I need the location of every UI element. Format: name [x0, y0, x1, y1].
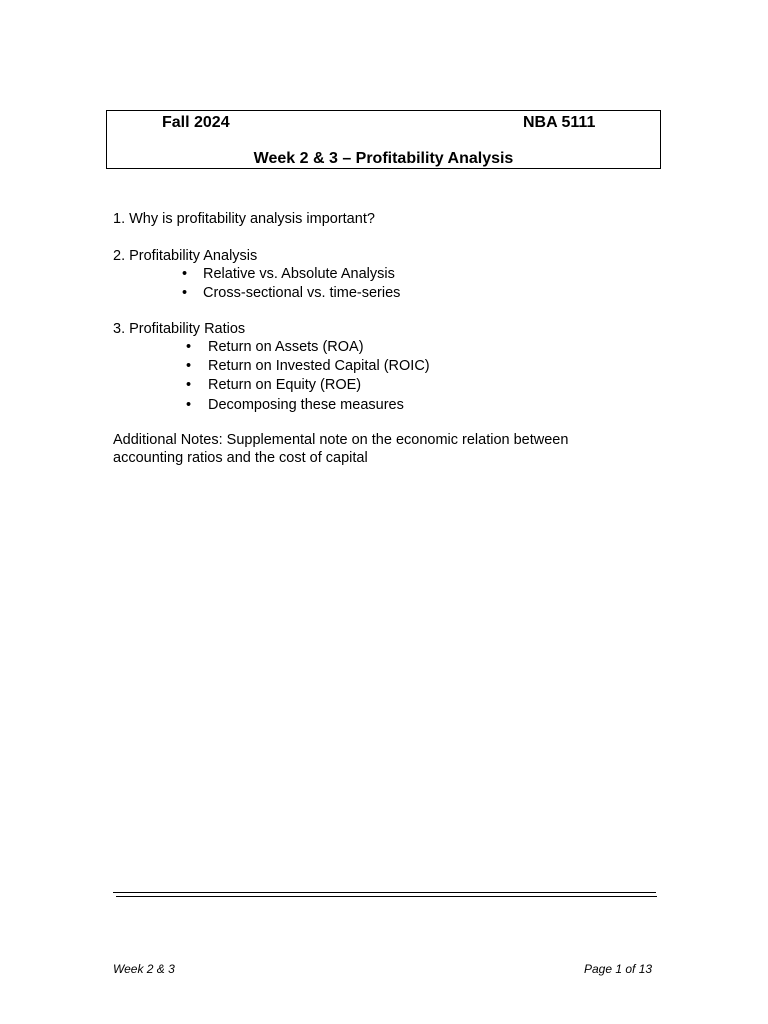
bullet-icon: • [182, 266, 188, 282]
term-label: Fall 2024 [162, 114, 230, 131]
bullet-icon: • [186, 339, 192, 355]
list-item-text: Cross-sectional vs. time-series [203, 285, 401, 301]
footer-divider [113, 892, 656, 893]
footer-section-label: Week 2 & 3 [113, 962, 175, 976]
list-item-text: Return on Invested Capital (ROIC) [208, 358, 430, 374]
footer-divider-secondary [116, 896, 657, 897]
course-code: NBA 5111 [523, 114, 596, 131]
question-1: 1. Why is profitability analysis important? [113, 211, 375, 227]
notes-line-1: Additional Notes: Supplemental note on the economic relation between [113, 432, 569, 448]
bullet-icon: • [186, 358, 192, 374]
list-item-text: Return on Equity (ROE) [208, 377, 362, 393]
page-title: Week 2 & 3 – Profitability Analysis [253, 150, 514, 167]
section-2-heading: 2. Profitability Analysis [113, 248, 258, 264]
list-item-text: Return on Assets (ROA) [208, 339, 364, 355]
list-item-text: Decomposing these measures [208, 397, 404, 413]
header-box [106, 110, 661, 169]
page-number: Page 1 of 13 [584, 962, 653, 976]
bullet-icon: • [186, 377, 192, 393]
bullet-icon: • [186, 397, 192, 413]
section-3-heading: 3. Profitability Ratios [113, 321, 246, 337]
list-item-text: Relative vs. Absolute Analysis [203, 266, 395, 282]
bullet-icon: • [182, 285, 188, 301]
notes-line-2: accounting ratios and the cost of capital [113, 450, 368, 466]
